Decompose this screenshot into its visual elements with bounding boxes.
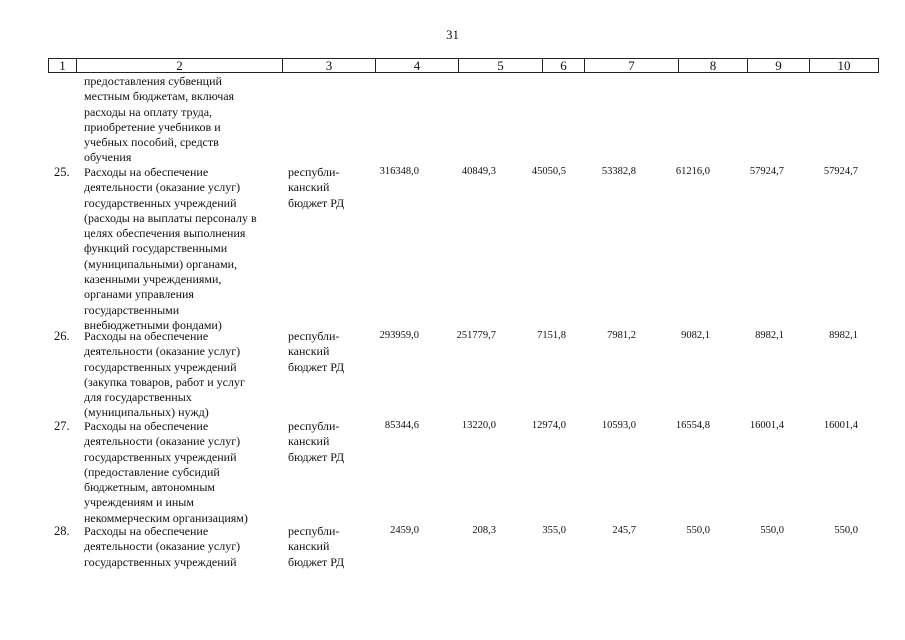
header-col-2: 2 [77,59,283,73]
row-number: 28. [54,524,70,538]
header-col-5: 5 [459,59,543,73]
row-number: 25. [54,165,70,179]
row-funding-source: республи- канский бюджет РД [288,419,345,464]
row-value-col7: 10593,0 [601,420,636,431]
row-value-col10: 550,0 [834,525,858,536]
row-value-col5: 251779,7 [456,330,496,341]
row-number: 27. [54,419,70,433]
row-value-col7: 245,7 [612,525,636,536]
row-funding-source: республи- канский бюджет РД [288,524,345,569]
row-value-col6: 355,0 [542,525,566,536]
header-col-7: 7 [585,59,679,73]
row-description: Расходы на обеспечение деятельности (оказание услуг) государственных учреждений (предоставление субсидий бюджетным, автономным учреждениям и иным некоммерческим организациям) [84,419,248,525]
row-value-col10: 16001,4 [823,420,858,431]
header-col-10: 10 [810,59,879,73]
row-description: Расходы на обеспечение деятельности (оказание услуг) государственных учреждений [84,524,241,569]
header-col-9: 9 [748,59,810,73]
row-value-col5: 13220,0 [461,420,496,431]
row-value-col8: 550,0 [686,525,710,536]
row-value-col9: 8982,1 [755,330,784,341]
row-value-col10: 8982,1 [829,330,858,341]
row-funding-source: республи- канский бюджет РД [288,165,345,210]
row-value-col4: 316348,0 [379,166,419,177]
continuation-description: предоставления субвенций местным бюджетам, включая расходы на оплату труда, приобретение учебников и учебных пособий, средств обучения [84,74,235,165]
header-col-3: 3 [283,59,376,73]
row-value-col6: 45050,5 [531,166,566,177]
row-value-col7: 7981,2 [607,330,636,341]
row-value-col4: 293959,0 [379,330,419,341]
row-value-col5: 208,3 [472,525,496,536]
row-value-col7: 53382,8 [601,166,636,177]
row-number: 26. [54,329,70,343]
row-value-col4: 85344,6 [384,420,419,431]
row-value-col8: 61216,0 [675,166,710,177]
row-value-col6: 12974,0 [531,420,566,431]
row-description: Расходы на обеспечение деятельности (оказание услуг) государственных учреждений (закупка товаров, работ и услуг для государственных (муниципальных) нужд) [84,329,245,420]
row-value-col5: 40849,3 [461,166,496,177]
row-description: Расходы на обеспечение деятельности (оказание услуг) государственных учреждений (расходы на выплаты персоналу в целях обеспечения выполнения функций государственными (муниципальными) органами, казенными учреждениями, органами управления государственными внебюджетными фондами) [84,165,257,332]
row-value-col4: 2459,0 [390,525,419,536]
row-funding-source: республи- канский бюджет РД [288,329,345,374]
row-value-col6: 7151,8 [537,330,566,341]
header-col-4: 4 [376,59,459,73]
row-value-col8: 9082,1 [681,330,710,341]
row-value-col10: 57924,7 [823,166,858,177]
header-col-1: 1 [49,59,77,73]
row-value-col9: 57924,7 [749,166,784,177]
row-value-col9: 550,0 [760,525,784,536]
header-col-8: 8 [679,59,748,73]
row-value-col8: 16554,8 [675,420,710,431]
header-col-6: 6 [543,59,585,73]
page-number: 31 [446,27,459,42]
row-value-col9: 16001,4 [749,420,784,431]
